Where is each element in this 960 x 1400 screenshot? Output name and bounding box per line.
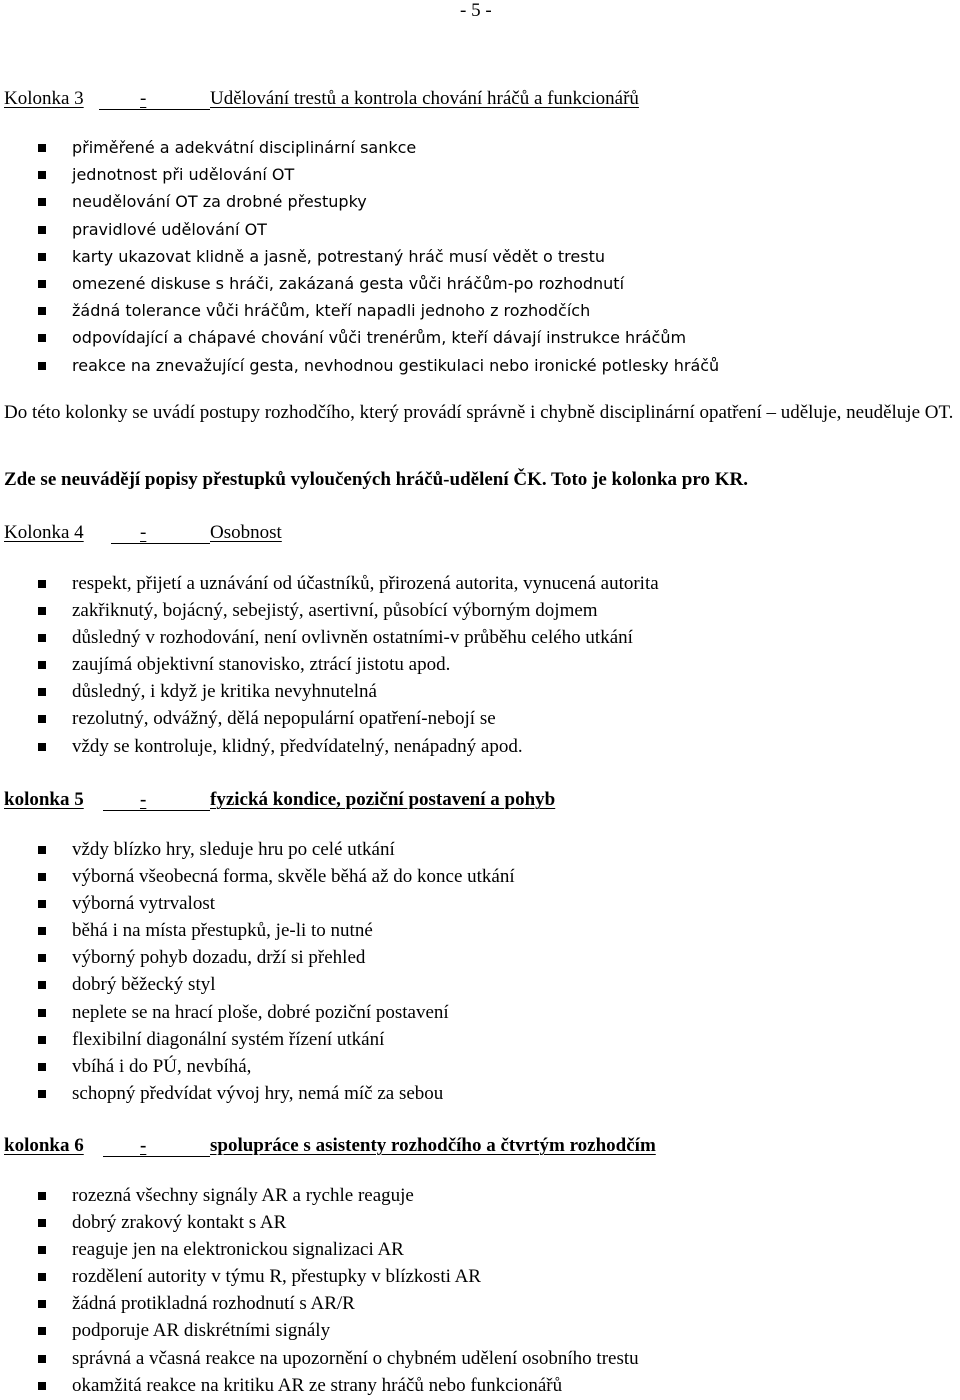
square-bullet-icon [38, 954, 46, 962]
square-bullet-icon [38, 144, 46, 152]
list-item [38, 188, 719, 215]
list-item [38, 917, 515, 944]
list-item-text: výborný pohyb dozadu, drží si přehled [72, 947, 366, 969]
bullet-list-kolonka-4 [38, 570, 659, 760]
underline-fill [99, 109, 210, 110]
list-item [38, 651, 659, 678]
list-item-text: dobrý zrakový kontakt s AR [72, 1212, 287, 1234]
list-item [38, 1182, 639, 1209]
square-bullet-icon [38, 1273, 46, 1281]
list-item [38, 1372, 639, 1399]
square-bullet-icon [38, 1090, 46, 1098]
list-item-text: zaujímá objektivní stanovisko, ztrácí jistotu apod. [72, 654, 451, 676]
square-bullet-icon [38, 334, 46, 342]
list-item-text: omezené diskuse s hráči, zakázaná gesta vůči hráčům-po rozhodnutí [72, 274, 625, 294]
square-bullet-icon [38, 900, 46, 908]
list-item-text: neudělování OT za drobné přestupky [72, 192, 367, 212]
section-label: kolonka 5 [4, 789, 84, 810]
list-item-text: flexibilní diagonální systém řízení utkání [72, 1028, 385, 1050]
section-heading-kolonka-6 [4, 1134, 774, 1158]
square-bullet-icon [38, 607, 46, 615]
square-bullet-icon [38, 307, 46, 315]
list-item [38, 1236, 639, 1263]
list-item-text: karty ukazovat klidně a jasně, potrestaný hráč musí vědět o trestu [72, 246, 605, 266]
list-item [38, 270, 719, 297]
square-bullet-icon [38, 846, 46, 854]
list-item [38, 705, 659, 732]
list-item-text: žádná tolerance vůči hráčům, kteří napadli jednoho z rozhodčích [72, 301, 591, 321]
list-item-text: odpovídající a chápavé chování vůči trenérům, kteří dávají instrukce hráčům [72, 328, 687, 348]
bullet-list-kolonka-3 [38, 134, 719, 379]
bullet-list-kolonka-5 [38, 836, 515, 1107]
list-item-text: vždy blízko hry, sleduje hru po celé utkání [72, 839, 395, 860]
list-item-text: jednotnost při udělování OT [72, 165, 295, 185]
list-item-text: dobrý běžecký styl [72, 974, 216, 996]
section-title: fyzická kondice, poziční postavení a pohyb [210, 789, 556, 810]
square-bullet-icon [38, 981, 46, 989]
square-bullet-icon [38, 1036, 46, 1044]
page-number: - 5 - [460, 0, 492, 21]
square-bullet-icon [38, 1382, 46, 1390]
list-item-text: běhá i na místa přestupků, je-li to nutné [72, 920, 373, 942]
list-item-text: rezolutný, odvážný, dělá nepopulární opatření-nebojí se [72, 708, 496, 730]
list-item-text: podporuje AR diskrétními signály [72, 1320, 331, 1342]
section-dash: - [140, 1135, 147, 1156]
list-item-text: pravidlové udělování OT [72, 219, 267, 239]
list-item [38, 1345, 639, 1372]
section-title: Osobnost [210, 522, 282, 543]
list-item [38, 243, 719, 270]
list-item-text: důsledný v rozhodování, není ovlivněn ostatními-v průběhu celého utkání [72, 627, 633, 649]
square-bullet-icon [38, 715, 46, 723]
list-item-text: neplete se na hrací ploše, dobré poziční postavení [72, 1001, 449, 1023]
list-item [38, 1026, 515, 1053]
list-item [38, 352, 719, 379]
section-title: spolupráce s asistenty rozhodčího a čtvrtým rozhodčím [210, 1135, 656, 1156]
list-item-text: rozezná všechny signály AR a rychle reaguje [72, 1185, 414, 1206]
section-label: Kolonka 4 [4, 522, 84, 543]
list-item [38, 678, 659, 705]
square-bullet-icon [38, 580, 46, 588]
square-bullet-icon [38, 1355, 46, 1363]
square-bullet-icon [38, 1246, 46, 1254]
section-dash: - [140, 789, 147, 810]
square-bullet-icon [38, 362, 46, 370]
square-bullet-icon [38, 1192, 46, 1200]
list-item-text: vždy se kontroluje, klidný, předvídatelný, nenápadný apod. [72, 735, 523, 757]
square-bullet-icon [38, 634, 46, 642]
list-item [38, 570, 659, 597]
square-bullet-icon [38, 226, 46, 234]
list-item [38, 1209, 639, 1236]
square-bullet-icon [38, 1327, 46, 1335]
section-label: Kolonka 3 [4, 88, 84, 109]
section-heading-kolonka-4 [4, 521, 314, 545]
square-bullet-icon [38, 280, 46, 288]
underline-fill [103, 810, 210, 811]
list-item-text: výborná vytrvalost [72, 893, 216, 915]
list-item [38, 999, 515, 1026]
list-item [38, 1053, 515, 1080]
square-bullet-icon [38, 1009, 46, 1017]
list-item [38, 836, 515, 863]
section-dash: - [140, 88, 147, 109]
section-title: Udělování trestů a kontrola chování hráčů a funkcionářů [210, 88, 639, 109]
square-bullet-icon [38, 927, 46, 935]
list-item [38, 890, 515, 917]
list-item [38, 1317, 639, 1344]
square-bullet-icon [38, 873, 46, 881]
section-paragraph: Do této kolonky se uvádí postupy rozhodčího, který provádí správně i chybně disciplinární opatření – uděluje, neuděluje OT. [4, 402, 954, 423]
list-item-text: důsledný, i když je kritika nevyhnutelná [72, 681, 377, 703]
list-item [38, 1080, 515, 1107]
square-bullet-icon [38, 1063, 46, 1071]
square-bullet-icon [38, 198, 46, 206]
section-note: Zde se neuvádějí popisy přestupků vyloučených hráčů-udělení ČK. Toto je kolonka pro KR. [4, 469, 748, 490]
square-bullet-icon [38, 171, 46, 179]
list-item-text: rozdělení autority v týmu R, přestupky v blízkosti AR [72, 1266, 481, 1288]
list-item [38, 733, 659, 760]
square-bullet-icon [38, 1219, 46, 1227]
list-item [38, 597, 659, 624]
list-item [38, 944, 515, 971]
underline-fill [111, 543, 210, 544]
bullet-list-kolonka-6 [38, 1182, 639, 1399]
square-bullet-icon [38, 661, 46, 669]
section-dash: - [140, 522, 147, 543]
section-label: kolonka 6 [4, 1135, 84, 1156]
list-item-text: vbíhá i do PÚ, nevbíhá, [72, 1055, 252, 1077]
list-item-text: okamžitá reakce na kritiku AR ze strany hráčů nebo funkcionářů [72, 1374, 563, 1396]
list-item-text: správná a včasná reakce na upozornění o chybném udělení osobního trestu [72, 1347, 639, 1369]
square-bullet-icon [38, 743, 46, 751]
list-item-text: žádná protikladná rozhodnutí s AR/R [72, 1293, 355, 1315]
list-item-text: výborná všeobecná forma, skvěle běhá až do konce utkání [72, 866, 515, 888]
list-item-text: reakce na znevažující gesta, nevhodnou gestikulaci nebo ironické potlesky hráčů [72, 355, 720, 375]
list-item [38, 1290, 639, 1317]
section-heading-kolonka-3 [4, 87, 784, 111]
list-item [38, 324, 719, 351]
list-item-text: zakřiknutý, bojácný, sebejistý, asertivní, působící výborným dojmem [72, 600, 598, 622]
list-item [38, 624, 659, 651]
list-item [38, 216, 719, 243]
list-item-text: respekt, přijetí a uznávání od účastníků, přirozená autorita, vynucená autorita [72, 573, 659, 594]
square-bullet-icon [38, 688, 46, 696]
square-bullet-icon [38, 253, 46, 261]
square-bullet-icon [38, 1300, 46, 1308]
list-item [38, 134, 719, 161]
list-item [38, 161, 719, 188]
list-item [38, 297, 719, 324]
section-heading-kolonka-5 [4, 788, 644, 812]
list-item-text: přiměřené a adekvátní disciplinární sankce [72, 138, 417, 157]
list-item [38, 1263, 639, 1290]
list-item-text: reaguje jen na elektronickou signalizaci AR [72, 1239, 404, 1261]
underline-fill [103, 1156, 210, 1157]
list-item [38, 971, 515, 998]
list-item-text: schopný předvídat vývoj hry, nemá míč za sebou [72, 1082, 444, 1104]
list-item [38, 863, 515, 890]
